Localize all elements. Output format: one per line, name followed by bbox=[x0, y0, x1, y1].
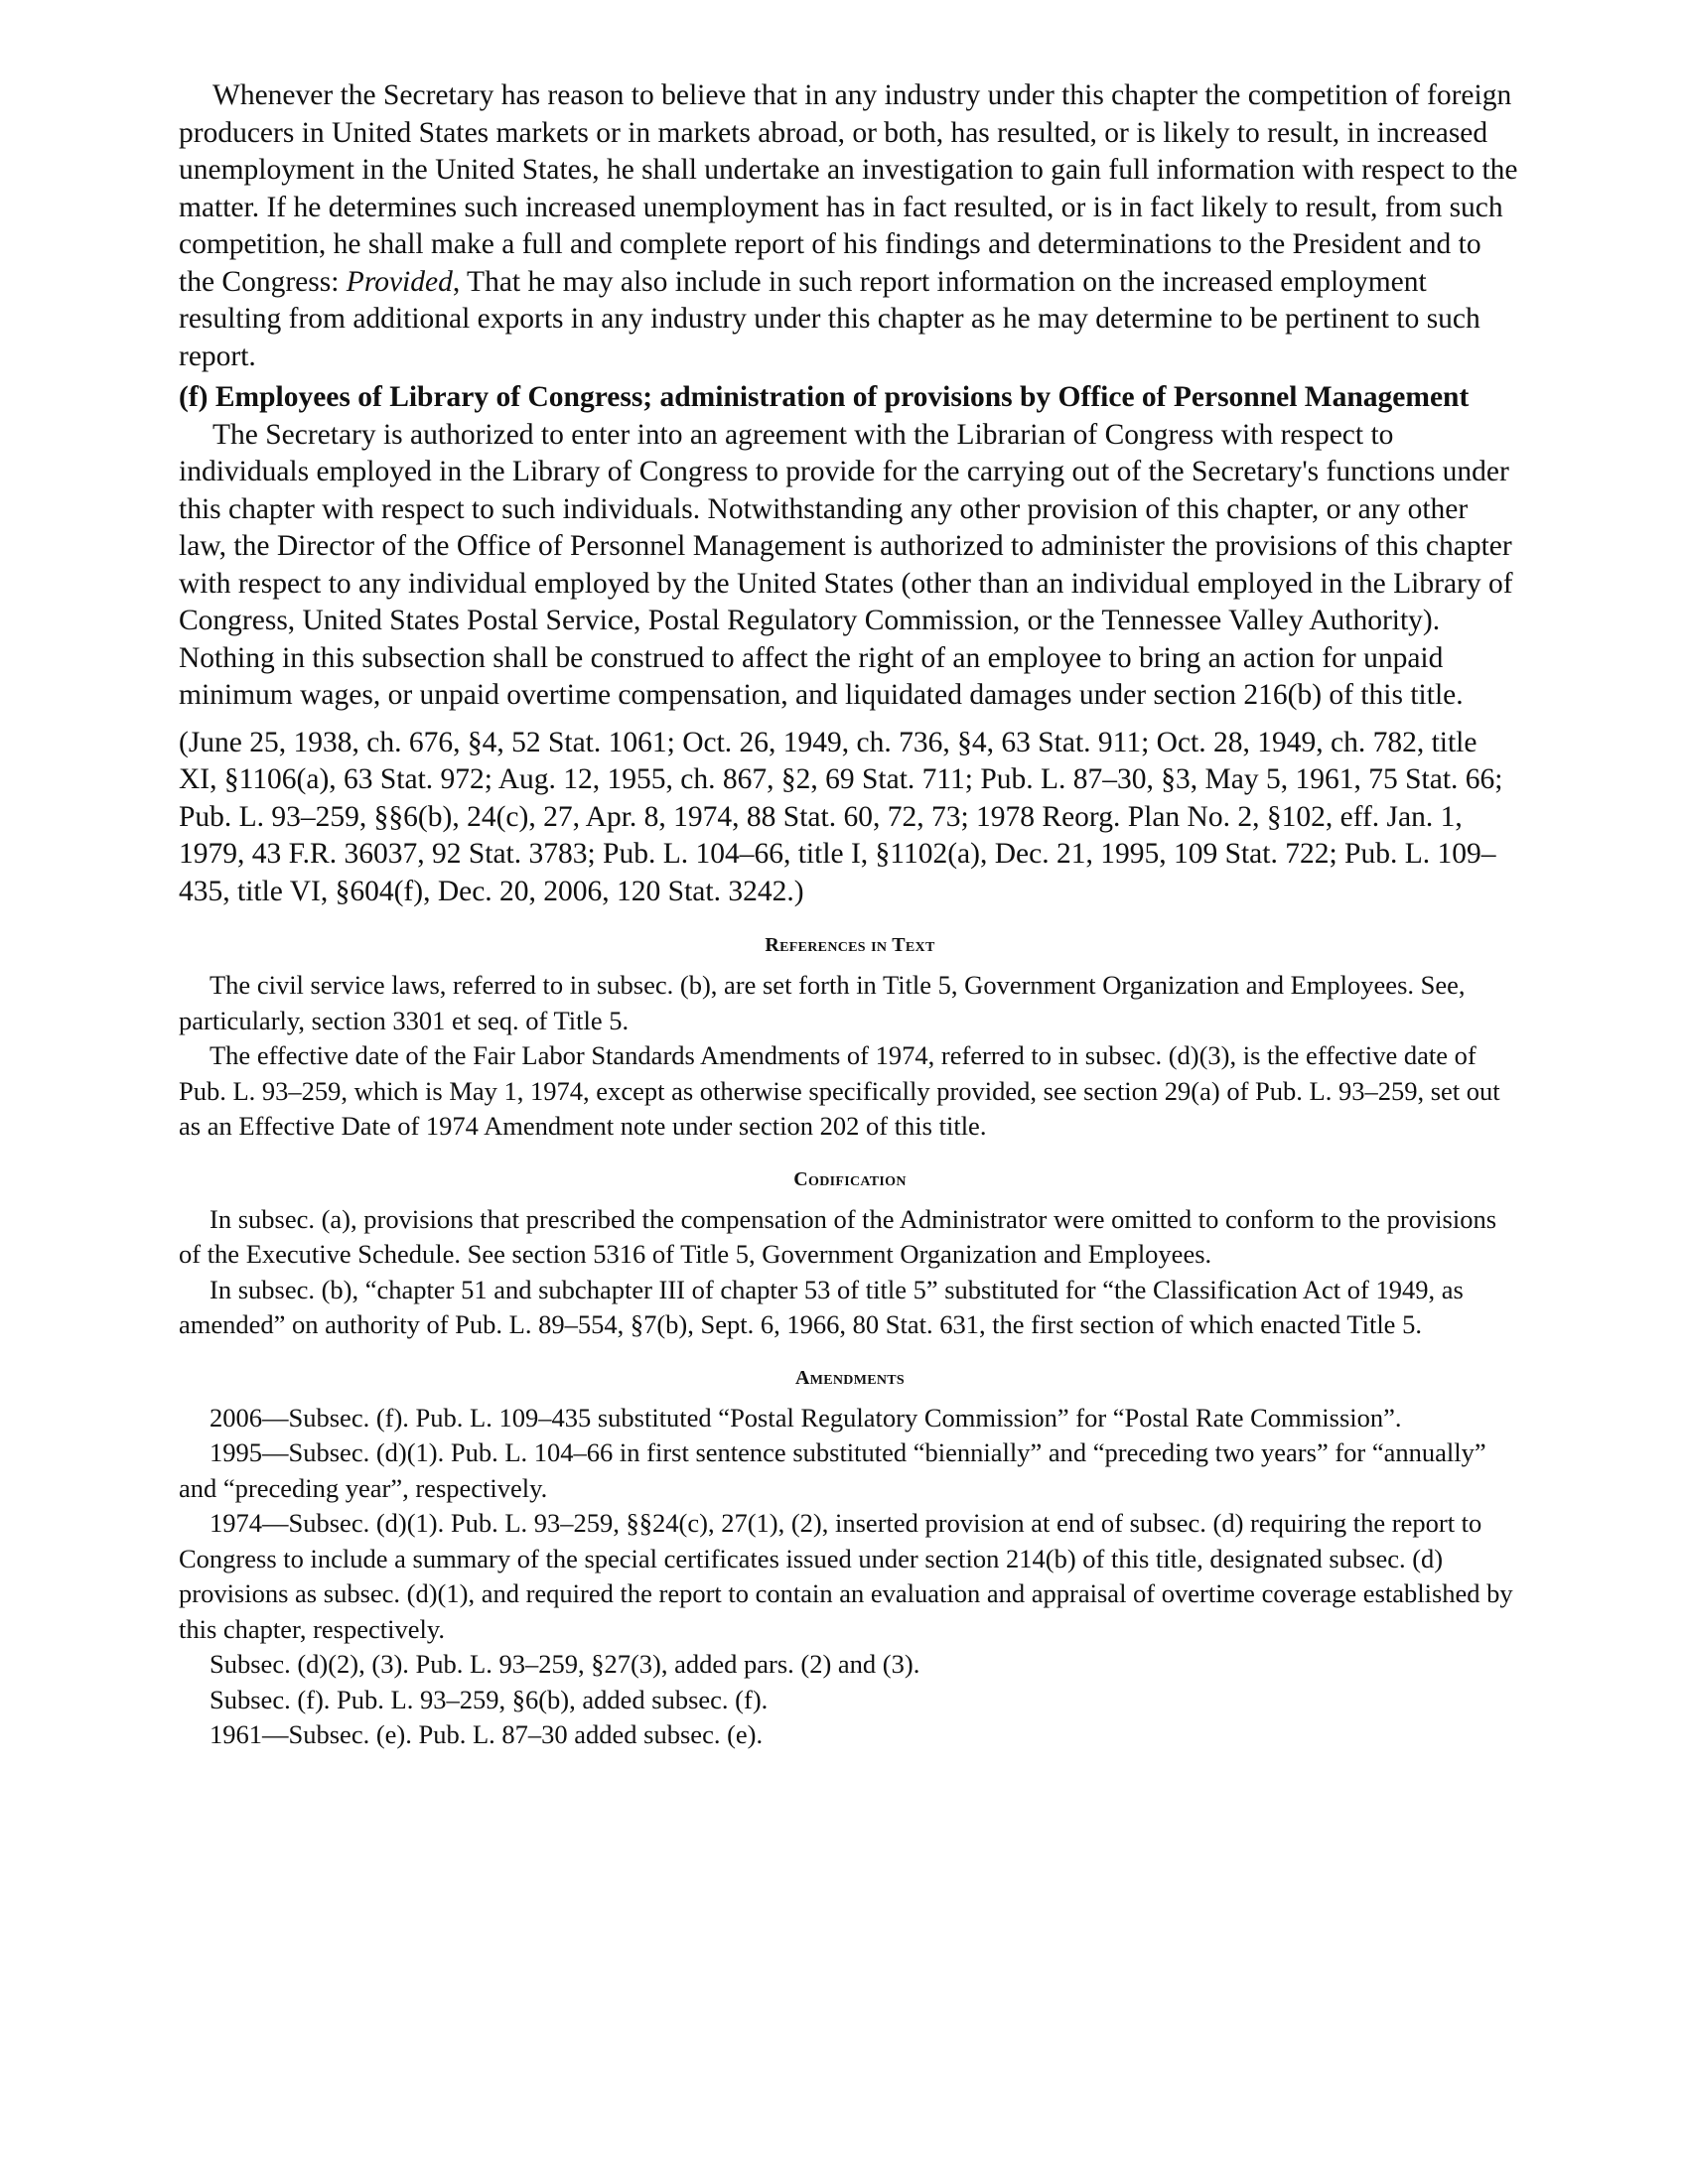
paragraph-text: , That he may also include in such report information on the increased employment resulting from additional exports in any industry under this chapter as he may determine to be pertinent to such report. bbox=[179, 265, 1480, 372]
amendment-item: Subsec. (d)(2), (3). Pub. L. 93–259, §27(3), added pars. (2) and (3). bbox=[210, 1649, 920, 1679]
amendment-item: 1974—Subsec. (d)(1). Pub. L. 93–259, §§24(c), 27(1), (2), inserted provision at end of subsec. (d) requiring the report to Congress to include a summary of the special certificates issued under section 214(b) of this title, designated subsec. (d) provisions as subsec. (d)(1), and required the report to contain an evaluation and appraisal of overtime coverage established by this chapter, respectively. bbox=[179, 1508, 1513, 1644]
amendment-item: Subsec. (f). Pub. L. 93–259, §6(b), added subsec. (f). bbox=[210, 1684, 769, 1714]
references-heading: References in Text bbox=[765, 934, 935, 956]
codification-paragraph: In subsec. (b), “chapter 51 and subchapter III of chapter 53 of title 5” substituted for “the Classification Act of 1949, as amended” on authority of Pub. L. 89–554, §7(b), Sept. 6, 1966, 80 Stat. 631, the first section of which enacted Title 5. bbox=[179, 1274, 1464, 1339]
subsection-f-heading: (f) Employees of Library of Congress; administration of provisions by Office of Personnel Management bbox=[179, 381, 1470, 413]
amendment-item: 2006—Subsec. (f). Pub. L. 109–435 substituted “Postal Regulatory Commission” for “Postal Rate Commission”. bbox=[210, 1402, 1402, 1433]
references-paragraph: The effective date of the Fair Labor Standards Amendments of 1974, referred to in subsec. (d)(3), is the effective date of Pub. L. 93–259, which is May 1, 1974, except as otherwise specifically provided, see section 29(a) of Pub. L. 93–259, set out as an Effective Date of 1974 Amendment note under section 202 of this title. bbox=[179, 1040, 1500, 1141]
references-paragraph: The civil service laws, referred to in subsec. (b), are set forth in Title 5, Government Organization and Employees. See, particularly, section 3301 et seq. of Title 5. bbox=[179, 970, 1466, 1035]
paragraph-text: Whenever the Secretary has reason to believe that in any industry under this chapter the competition of foreign producers in United States markets or in markets abroad, or both, has resulted, or is likely to result, in increased unemployment in the United States, he shall undertake an investigation to gain full information with respect to the matter. If he determines such increased unemployment has in fact resulted, or is in fact likely to result, from such competition, he shall make a full and complete report of his findings and determinations to the President and to the Congress: bbox=[179, 79, 1518, 298]
codification-paragraph: In subsec. (a), provisions that prescribed the compensation of the Administrator were omitted to conform to the provisions of the Executive Schedule. See section 5316 of Title 5, Government Organization and Employees. bbox=[179, 1203, 1497, 1269]
paragraph-subsection-f: The Secretary is authorized to enter into an agreement with the Librarian of Congress with respect to individuals employed in the Library of Congress to provide for the carrying out of the Secretary's functions under this chapter with respect to such individuals. Notwithstanding any other provision of this chapter, or any other law, the Director of the Office of Personnel Management is authorized to administer the provisions of this chapter with respect to any individual employed by the United States (other than an individual employed in the Library of Congress, United States Postal Service, Postal Regulatory Commission, or the Tennessee Valley Authority). Nothing in this subsection shall be construed to affect the right of an employee to bring an action for unpaid minimum wages, or unpaid overtime compensation, and liquidated damages under section 216(b) of this title. bbox=[179, 418, 1513, 711]
codification-heading: Codification bbox=[793, 1167, 907, 1190]
provided-italic: Provided bbox=[346, 265, 453, 298]
document-page bbox=[179, 77, 1521, 1753]
paragraph-secretary-report bbox=[179, 77, 1521, 375]
amendment-item: 1961—Subsec. (e). Pub. L. 87–30 added subsec. (e). bbox=[210, 1719, 764, 1749]
amendment-item: 1995—Subsec. (d)(1). Pub. L. 104–66 in first sentence substituted “biennially” and “preceding two years” for “annually” and “preceding year”, respectively. bbox=[179, 1437, 1486, 1503]
amendments-heading: Amendments bbox=[794, 1366, 905, 1389]
source-citation: (June 25, 1938, ch. 676, §4, 52 Stat. 1061; Oct. 26, 1949, ch. 736, §4, 63 Stat. 911; Oct. 28, 1949, ch. 782, title XI, §1106(a), 63 Stat. 972; Aug. 12, 1955, ch. 867, §2, 69 Stat. 711; Pub. L. 87–30, §3, May 5, 1961, 75 Stat. 66; Pub. L. 93–259, §§6(b), 24(c), 27, Apr. 8, 1974, 88 Stat. 60, 72, 73; 1978 Reorg. Plan No. 2, §102, eff. Jan. 1, 1979, 43 F.R. 36037, 92 Stat. 3783; Pub. L. 104–66, title I, §1102(a), Dec. 21, 1995, 109 Stat. 722; Pub. L. 109–435, title VI, §604(f), Dec. 20, 2006, 120 Stat. 3242.) bbox=[179, 726, 1503, 907]
